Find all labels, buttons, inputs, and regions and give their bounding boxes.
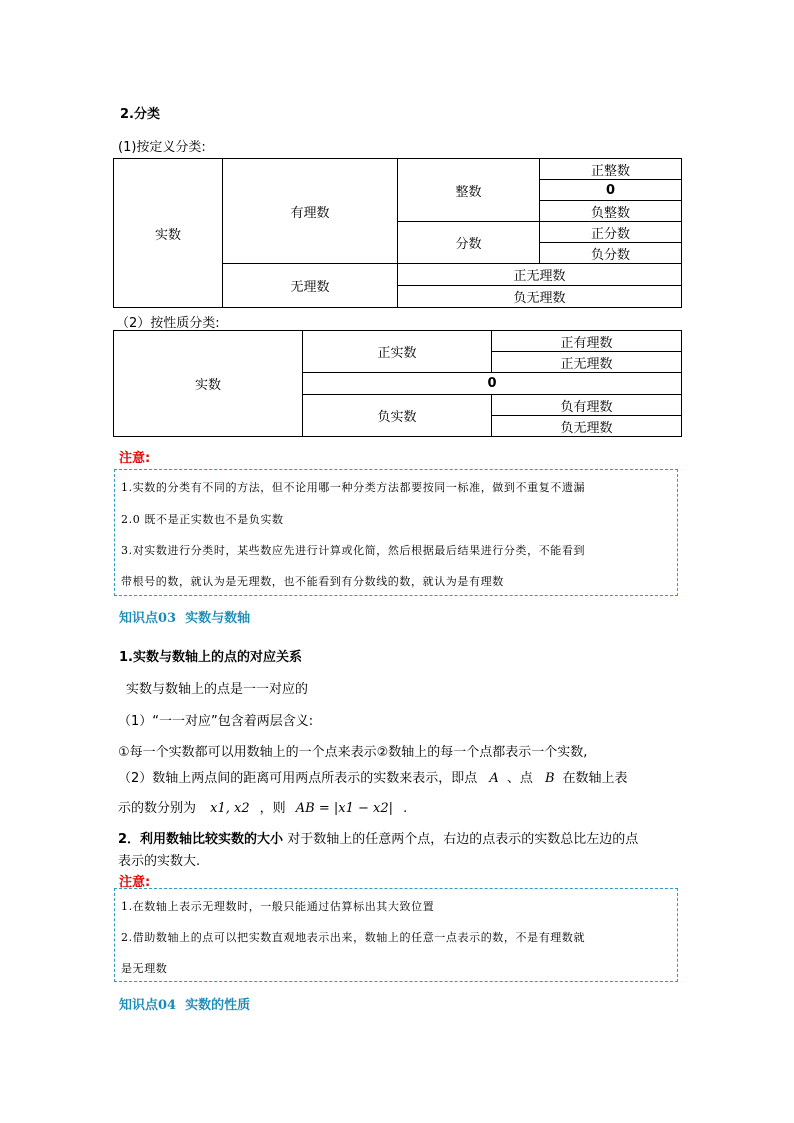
note-box xyxy=(114,888,678,982)
cell-negative-irrational: 负无理数 xyxy=(398,286,682,308)
cell-irrational: 无理数 xyxy=(223,264,398,308)
kp-number: 04 xyxy=(158,998,177,1013)
cell-positive-irrational: 正无理数 xyxy=(492,352,682,373)
note-line: 2.借助数轴上的点可以把实数直观地表示出来，数轴上的任意一点表示的数，不是有理数就 xyxy=(121,931,586,944)
distance-formula: AB = |x1 − x2| xyxy=(295,801,394,816)
kp-title: 实数与数轴 xyxy=(185,611,251,626)
cell-negative-integer: 负整数 xyxy=(540,201,682,222)
paragraph xyxy=(118,828,638,847)
text-run: ，则 xyxy=(259,801,286,816)
cell-negative-fraction: 负分数 xyxy=(540,243,682,264)
note-label: 注意: xyxy=(119,875,151,890)
cell-negative-rational: 负有理数 xyxy=(492,395,682,416)
note-line: 是无理数 xyxy=(121,962,168,975)
note-line: 3.对实数进行分类时，某些数应先进行计算或化简，然后根据最后结果进行分类，不能看到 xyxy=(121,544,586,557)
kp-prefix: 知识点 xyxy=(119,998,159,1013)
cell-positive-real: 正实数 xyxy=(303,331,492,373)
text-run: . xyxy=(403,801,408,816)
cell-zero: 0 xyxy=(540,180,682,201)
vars-x1-x2: x1, x2 xyxy=(210,801,250,816)
text-run: 对于数轴上的任意两个点，右边的点表示的实数总比左边的点 xyxy=(287,832,639,847)
kp-prefix: 知识点 xyxy=(119,611,159,626)
cell-real: 实数 xyxy=(114,331,303,437)
paragraph: 实数与数轴上的点是一一对应的 xyxy=(126,682,309,697)
text-run: 、点 xyxy=(506,771,533,786)
text-run: 在数轴上表 xyxy=(562,771,628,786)
cell-positive-integer: 正整数 xyxy=(540,159,682,180)
classification-table-by-definition xyxy=(113,158,682,308)
paragraph xyxy=(118,797,407,816)
cell-zero: 0 xyxy=(303,373,682,395)
subsection-by-definition: (1)按定义分类: xyxy=(118,140,206,155)
cell-rational: 有理数 xyxy=(223,159,398,264)
cell-positive-irrational: 正无理数 xyxy=(398,264,682,286)
knowledge-point-heading xyxy=(119,607,250,626)
cell-negative-irrational: 负无理数 xyxy=(492,416,682,437)
cell-fraction: 分数 xyxy=(398,222,540,264)
subsection-title: 1.实数与数轴上的点的对应关系 xyxy=(119,650,302,665)
cell-integer: 整数 xyxy=(398,159,540,222)
paragraph: （1）“一一对应”包含着两层含义: xyxy=(118,714,314,729)
note-line: 1.实数的分类有不同的方法，但不论用哪一种分类方法都要按同一标准，做到不重复不遗漏 xyxy=(121,481,586,494)
classification-table-by-property xyxy=(113,330,682,437)
cell-positive-rational: 正有理数 xyxy=(492,331,682,352)
paragraph xyxy=(118,767,628,786)
paragraph: 表示的实数大. xyxy=(118,854,201,869)
cell-real: 实数 xyxy=(114,159,223,308)
kp-number: 03 xyxy=(158,611,177,626)
note-box xyxy=(114,469,678,596)
note-line: 1.在数轴上表示无理数时，一般只能通过估算标出其大致位置 xyxy=(121,900,435,913)
section-title: 2.分类 xyxy=(120,107,160,122)
subsection-by-property: （2）按性质分类: xyxy=(116,316,220,331)
knowledge-point-heading xyxy=(119,994,250,1013)
subsection-title: 2．利用数轴比较实数的大小 xyxy=(118,832,284,847)
paragraph: ①每一个实数都可以用数轴上的一个点来表示②数轴上的每一个点都表示一个实数, xyxy=(118,745,588,760)
kp-title: 实数的性质 xyxy=(185,998,251,1013)
cell-positive-fraction: 正分数 xyxy=(540,222,682,243)
cell-negative-real: 负实数 xyxy=(303,395,492,437)
var-B: B xyxy=(544,771,555,786)
var-A: A xyxy=(489,771,499,786)
note-line: 带根号的数，就认为是无理数，也不能看到有分数线的数，就认为是有理数 xyxy=(121,575,504,588)
note-line: 2.0 既不是正实数也不是负实数 xyxy=(121,513,284,526)
text-run: 示的数分别为 xyxy=(118,801,197,816)
note-label: 注意: xyxy=(119,451,151,466)
text-run: （2）数轴上两点间的距离可用两点所表示的实数来表示，即点 xyxy=(118,771,478,786)
